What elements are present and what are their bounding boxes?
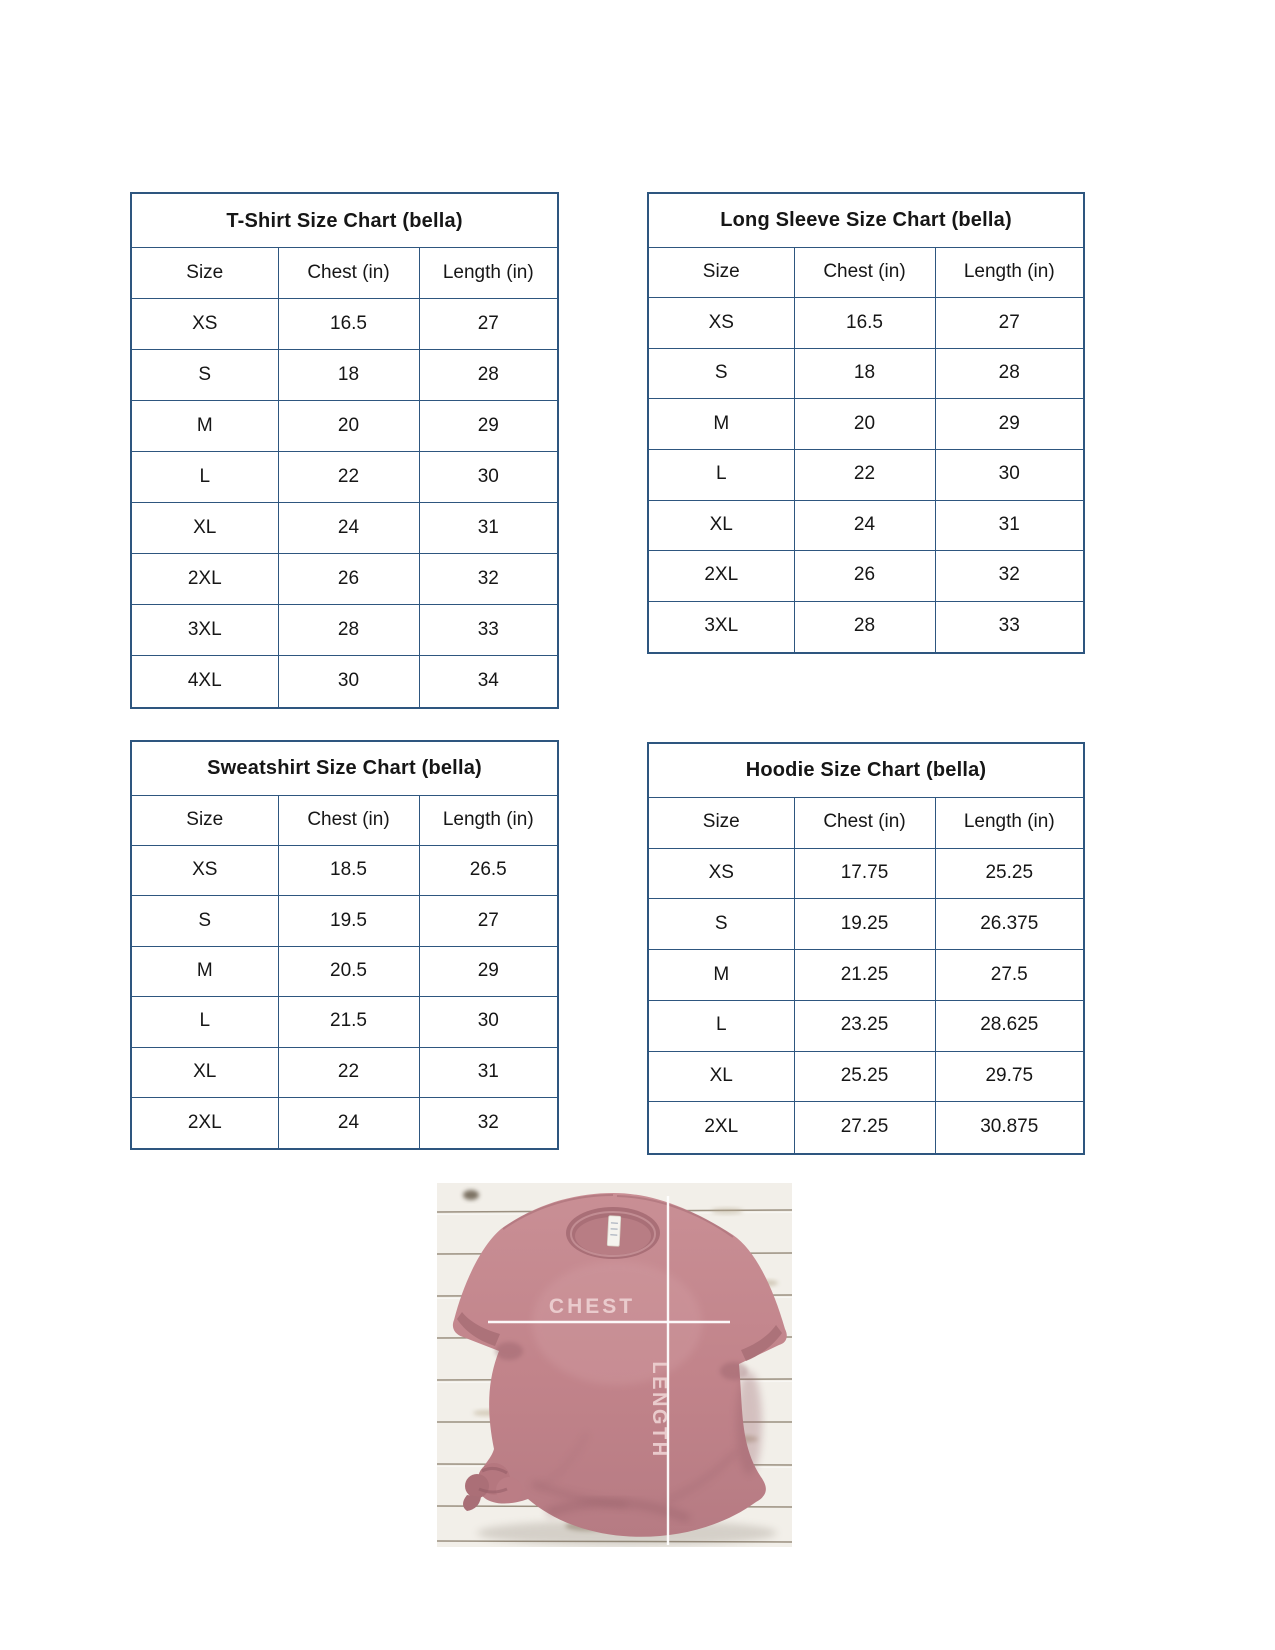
table-title: T-Shirt Size Chart (bella) [131,193,558,248]
chest-cell: 18.5 [278,845,419,895]
size-cell: M [648,399,794,450]
size-row [131,656,558,708]
length-cell: 31 [419,503,558,554]
size-cell: XS [131,845,278,895]
size-cell: M [648,950,794,1001]
length-cell: 30.875 [935,1102,1084,1154]
column-header: Length (in) [935,247,1084,298]
size-row [648,899,1084,950]
size-row [648,1102,1084,1154]
size-row [648,348,1084,399]
column-header: Size [131,795,278,845]
size-cell: L [131,997,278,1047]
header-row [648,797,1084,848]
length-cell: 32 [935,551,1084,602]
title-row [648,193,1084,247]
length-cell: 27.5 [935,950,1084,1001]
size-cell: XL [648,500,794,551]
size-row [131,845,558,895]
size-row [648,1051,1084,1102]
size-row [648,848,1084,899]
chest-cell: 27.25 [794,1102,935,1154]
chest-cell: 16.5 [278,299,419,350]
chest-cell: 19.5 [278,896,419,946]
title-row [131,741,558,795]
length-cell: 30 [419,997,558,1047]
table-title: Long Sleeve Size Chart (bella) [648,193,1084,247]
size-cell: S [131,896,278,946]
size-row [648,500,1084,551]
size-cell: 2XL [648,1102,794,1154]
size-row [131,452,558,503]
tshirt-graphic [453,1193,787,1546]
length-cell: 32 [419,1097,558,1149]
chest-cell: 21.5 [278,997,419,1047]
sweatshirt-size-table [130,740,559,1150]
size-cell: XL [648,1051,794,1102]
size-cell: L [648,450,794,501]
length-cell: 30 [935,450,1084,501]
column-header: Size [648,797,794,848]
chest-cell: 26 [794,551,935,602]
size-row [648,399,1084,450]
column-header: Chest (in) [794,797,935,848]
size-cell: 3XL [648,601,794,653]
chest-cell: 18 [278,350,419,401]
size-cell: 4XL [131,656,278,708]
size-row [131,605,558,656]
length-cell: 29 [419,946,558,996]
length-cell: 29 [935,399,1084,450]
length-cell: 31 [935,500,1084,551]
size-cell: XL [131,1047,278,1097]
size-cell: XS [648,298,794,349]
length-cell: 31 [419,1047,558,1097]
column-header: Length (in) [419,795,558,845]
size-row [648,298,1084,349]
shirt-collar [566,1207,660,1259]
tshirt-size-table [130,192,559,709]
chest-cell: 23.25 [794,1000,935,1051]
length-cell: 26.375 [935,899,1084,950]
chest-cell: 24 [278,1097,419,1149]
chest-cell: 28 [278,605,419,656]
size-guide-illustration [437,1183,792,1547]
size-cell: 2XL [131,1097,278,1149]
size-row [131,401,558,452]
size-row [131,299,558,350]
size-row [648,450,1084,501]
size-row [131,554,558,605]
size-cell: S [648,899,794,950]
chest-cell: 24 [278,503,419,554]
length-cell: 25.25 [935,848,1084,899]
size-cell: L [648,1000,794,1051]
column-header: Chest (in) [794,247,935,298]
chest-cell: 26 [278,554,419,605]
size-cell: M [131,401,278,452]
size-cell: 2XL [131,554,278,605]
size-row [131,896,558,946]
chest-cell: 28 [794,601,935,653]
size-cell: S [648,348,794,399]
length-cell: 27 [419,299,558,350]
chest-cell: 18 [794,348,935,399]
table-title: Hoodie Size Chart (bella) [648,743,1084,797]
chest-cell: 22 [278,1047,419,1097]
header-row [131,795,558,845]
title-row [648,743,1084,797]
long-sleeve-size-table [647,192,1085,654]
size-row [648,950,1084,1001]
hoodie-size-table [647,742,1085,1155]
size-row [648,601,1084,653]
size-row [648,551,1084,602]
care-tag [607,1216,621,1247]
size-cell: XL [131,503,278,554]
length-label: LENGTH [648,1361,670,1459]
chest-cell: 30 [278,656,419,708]
size-cell: XS [131,299,278,350]
chest-cell: 16.5 [794,298,935,349]
size-cell: L [131,452,278,503]
length-cell: 28 [935,348,1084,399]
chest-label: CHEST [548,1295,636,1318]
chest-cell: 20 [794,399,935,450]
length-cell: 29 [419,401,558,452]
chest-cell: 25.25 [794,1051,935,1102]
chest-cell: 22 [278,452,419,503]
header-row [131,248,558,299]
length-cell: 26.5 [419,845,558,895]
length-cell: 29.75 [935,1051,1084,1102]
column-header: Chest (in) [278,248,419,299]
length-cell: 28 [419,350,558,401]
size-cell: M [131,946,278,996]
column-header: Length (in) [419,248,558,299]
column-header: Length (in) [935,797,1084,848]
length-cell: 27 [935,298,1084,349]
chest-cell: 19.25 [794,899,935,950]
chest-cell: 24 [794,500,935,551]
length-cell: 33 [935,601,1084,653]
size-row [131,350,558,401]
size-cell: 2XL [648,551,794,602]
chest-cell: 20.5 [278,946,419,996]
title-row [131,193,558,248]
chest-cell: 22 [794,450,935,501]
length-cell: 34 [419,656,558,708]
chest-cell: 21.25 [794,950,935,1001]
length-cell: 28.625 [935,1000,1084,1051]
table-title: Sweatshirt Size Chart (bella) [131,741,558,795]
length-cell: 27 [419,896,558,946]
size-cell: XS [648,848,794,899]
size-cell: S [131,350,278,401]
column-header: Size [648,247,794,298]
length-cell: 33 [419,605,558,656]
size-cell: 3XL [131,605,278,656]
size-row [131,946,558,996]
length-cell: 30 [419,452,558,503]
length-cell: 32 [419,554,558,605]
size-guide-photo [437,1183,792,1547]
header-row [648,247,1084,298]
column-header: Size [131,248,278,299]
chest-cell: 17.75 [794,848,935,899]
size-row [131,1097,558,1149]
size-row [648,1000,1084,1051]
column-header: Chest (in) [278,795,419,845]
size-row [131,997,558,1047]
size-row [131,1047,558,1097]
size-row [131,503,558,554]
chest-cell: 20 [278,401,419,452]
